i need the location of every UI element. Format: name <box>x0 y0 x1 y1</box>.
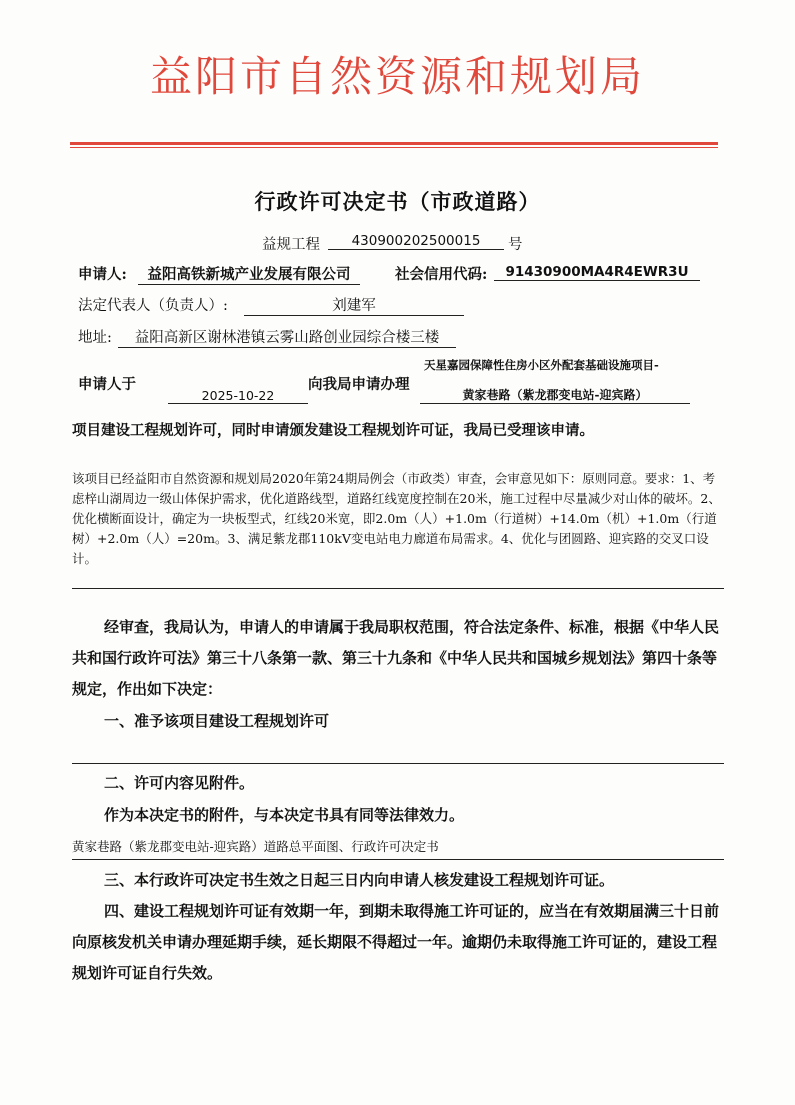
document-title: 行政许可决定书（市政道路） <box>254 189 541 214</box>
decision-intro: 经审查，我局认为，申请人的申请属于我局职权范围，符合法定条件、标准，根据《中华人民共和国行政许可法》第三十八条第一款、第三十九条和《中华人民共和国城乡规划法》第四十条等规定，作出如下决定： <box>72 618 720 698</box>
address-value: 益阳高新区谢林港镇云雾山路创业园综合楼三楼 <box>118 326 456 348</box>
doc-number-prefix: 益规工程 <box>262 237 320 253</box>
application-prefix: 申请人于 <box>78 376 136 393</box>
header-red-rule-thin <box>70 147 718 148</box>
header-red-rule <box>70 142 718 145</box>
agency-header: 益阳市自然资源和规划局 <box>149 52 645 101</box>
project-name-line2: 黄家巷路（紫龙郡变电站-迎宾路） <box>420 386 690 404</box>
separator-line <box>72 588 724 589</box>
decision-item-1: 一、准予该项目建设工程规划许可 <box>104 712 330 730</box>
credit-code-value: 91430900MA4R4EWR3U <box>494 264 700 281</box>
application-date: 2025-10-22 <box>168 388 308 404</box>
decision-item-3: 三、本行政许可决定书生效之日起三日内向申请人核发建设工程规划许可证。 <box>104 871 615 889</box>
legal-rep-value: 刘建军 <box>244 294 464 316</box>
application-middle: 向我局申请办理 <box>308 376 410 393</box>
separator-line <box>72 859 724 860</box>
project-name-line1: 天星嘉园保障性住房小区外配套基础设施项目- <box>424 358 659 372</box>
decision-item-2: 二、许可内容见附件。 <box>104 774 255 792</box>
applicant-label: 申请人: <box>78 266 127 283</box>
credit-code-label: 社会信用代码: <box>395 266 488 283</box>
attachment-list: 黄家巷路（紫龙郡变电站-迎宾路）道路总平面图、行政许可决定书 <box>72 839 439 854</box>
address-label: 地址: <box>78 330 112 346</box>
separator-line <box>72 763 724 764</box>
application-sentence: 项目建设工程规划许可，同时申请颁发建设工程规划许可证，我局已受理该申请。 <box>72 422 594 439</box>
review-opinion: 该项目已经益阳市自然资源和规划局2020年第24期局例会（市政类）审查，会审意见如下：原则同意。要求：1、考虑梓山湖周边一级山体保护需求，优化道路线型，道路红线宽度控制在20米，施工过程中尽量减少对山体的破坏。2、优化横断面设计，确定为一块板型式，红线20米宽，即2.0m（人）+1.0m（行道树）+14.0m（机）+1.0m（行道树）+2.0m（人）=20m。3、满足紫龙郡110kV变电站电力廊道布局需求。4、优化与团圆路、迎宾路的交叉口设计。 <box>72 471 721 566</box>
attachment-note: 作为本决定书的附件，与本决定书具有同等法律效力。 <box>104 806 465 824</box>
applicant-value: 益阳高铁新城产业发展有限公司 <box>138 263 360 285</box>
doc-number: 430900202500015 <box>328 233 504 250</box>
decision-item-4: 四、建设工程规划许可证有效期一年，到期未取得施工许可证的，应当在有效期届满三十日前向原核发机关申请办理延期手续，延长期限不得超过一年。逾期仍未取得施工许可证的，建设工程规划许可证自行失效。 <box>72 902 720 982</box>
legal-rep-label: 法定代表人（负责人）: <box>78 298 228 314</box>
doc-number-suffix: 号 <box>508 237 523 253</box>
